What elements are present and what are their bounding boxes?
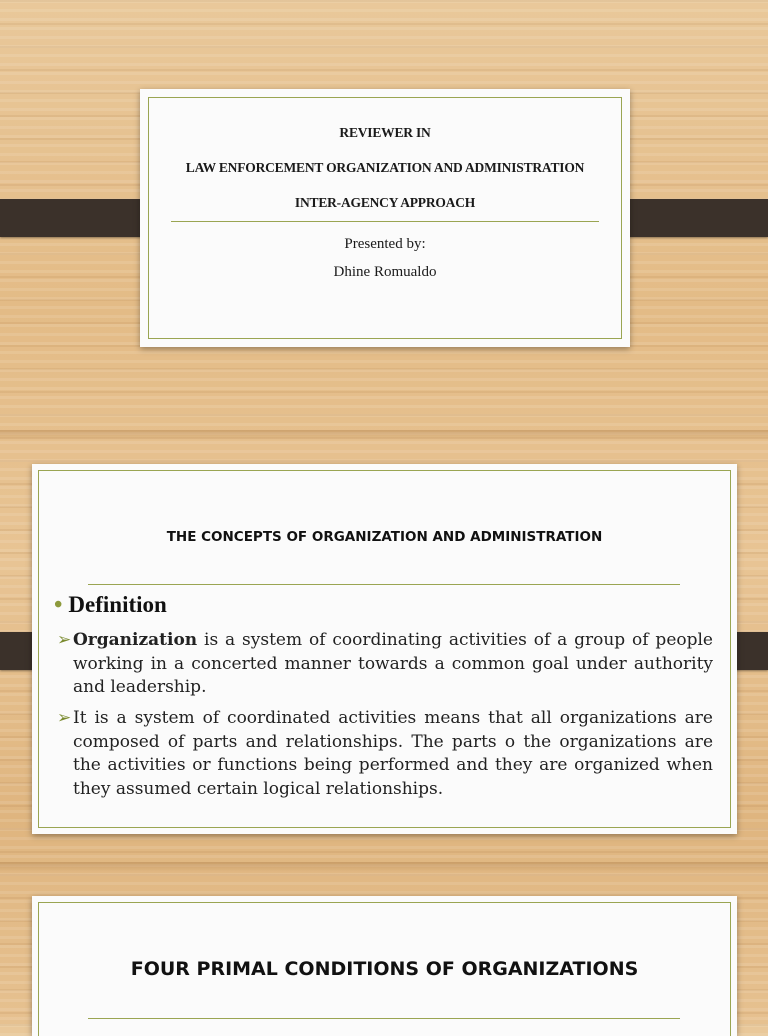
slide-title: FOUR PRIMAL CONDITIONS OF ORGANIZATIONS	[130, 958, 639, 980]
slide-tab-left	[0, 199, 156, 237]
slide-title: THE CONCEPTS OF ORGANIZATION AND ADMINISTRATION	[166, 529, 603, 545]
title-slide[interactable]	[140, 89, 630, 347]
definition-bullet	[54, 592, 167, 619]
approach-subtitle: INTER-AGENCY APPROACH	[294, 195, 476, 210]
definition-label: Definition	[68, 592, 167, 617]
organization-term: Organization	[73, 630, 198, 650]
title-divider	[171, 221, 599, 222]
organization-definition	[57, 629, 713, 700]
reviewer-heading: REVIEWER IN	[339, 125, 431, 140]
arrow-bullet-icon: ➢	[57, 708, 72, 728]
concepts-slide[interactable]	[32, 464, 737, 834]
primal-conditions-slide[interactable]	[32, 896, 737, 1036]
title-divider	[88, 584, 680, 585]
coordinated-activities-text	[57, 707, 713, 801]
course-title: LAW ENFORCEMENT ORGANIZATION AND ADMINISTRATION	[185, 160, 585, 175]
organization-description: is a system of coordinating activities of a group of people working in a concerted manner towards a common goal under authority and leadership.	[73, 630, 713, 697]
title-divider	[88, 1018, 680, 1019]
presented-by-label: Presented by:	[344, 236, 426, 252]
wood-shadow-band	[0, 862, 768, 872]
coordinated-activities-description: It is a system of coordinated activities means that all organizations are composed of parts and relationships. The parts o the organizations are the activities or functions being performed and they are organized when they assumed certain logical relationships.	[73, 708, 713, 799]
arrow-bullet-icon: ➢	[57, 630, 72, 650]
presenter-name: Dhine Romualdo	[333, 264, 437, 280]
slide-tab-right	[613, 199, 768, 237]
bullet-dot-icon: •	[54, 592, 63, 618]
wood-shadow-band	[0, 430, 768, 440]
